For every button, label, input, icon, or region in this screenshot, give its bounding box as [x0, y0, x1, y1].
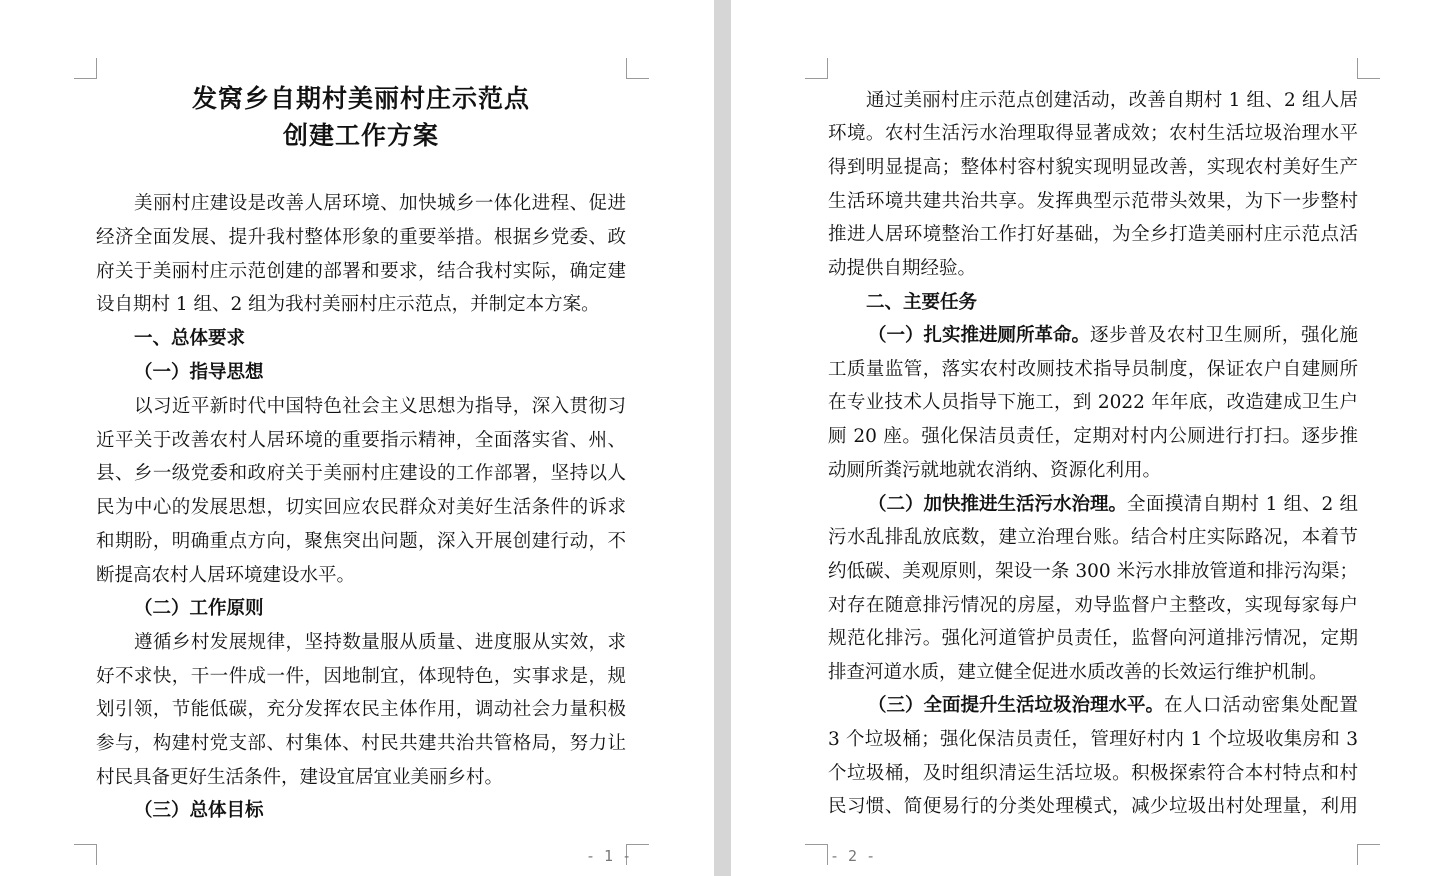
task-heading: （三）全面提升生活垃圾治理水平。 — [868, 695, 1165, 716]
crop-mark-bottom-left — [805, 844, 828, 865]
paragraph-line: 环境。农村生活污水治理取得显著成效；农村生活垃圾治理水平 — [828, 123, 1358, 144]
paragraph-line: 近平关于改善农村人居环境的重要指示精神，全面落实省、州、 — [96, 430, 626, 451]
task-heading: （一）扎实推进厕所革命。 — [868, 325, 1091, 346]
paragraph-line: 县、乡一级党委和政府关于美丽村庄建设的工作部署，坚持以人 — [96, 463, 626, 484]
paragraph-line: 工质量监管，落实农村改厕技术指导员制度，保证农户自建厕所 — [828, 359, 1358, 380]
paragraph-line: 和期盼，明确重点方向，聚焦突出问题，深入开展创建行动，不 — [96, 531, 626, 552]
paragraph-line: 设自期村 1 组、2 组为我村美丽村庄示范点，并制定本方案。 — [96, 294, 600, 315]
paragraph-line: 划引领，节能低碳，充分发挥农民主体作用，调动社会力量积极 — [96, 699, 626, 720]
section-heading: 二、主要任务 — [866, 292, 978, 313]
task-text: 全面摸清自期村 1 组、2 组 — [1127, 494, 1358, 515]
paragraph-line: 好不求快，干一件成一件，因地制宜，体现特色，实事求是，规 — [96, 666, 626, 687]
paragraph-line: 以习近平新时代中国特色社会主义思想为指导，深入贯彻习 — [134, 396, 626, 417]
crop-mark-bottom-right — [1357, 844, 1380, 865]
paragraph-line: 通过美丽村庄示范点创建活动，改善自期村 1 组、2 组人居 — [866, 90, 1358, 111]
paragraph-line: 动提供自期经验。 — [828, 258, 977, 279]
document-title-line-2: 创建工作方案 — [282, 121, 439, 150]
crop-mark-top-right — [626, 58, 649, 79]
paragraph-line: 个垃圾桶，及时组织清运生活垃圾。积极探索符合本村特点和村 — [828, 763, 1358, 784]
paragraph-line: 在专业技术人员指导下施工，到 2022 年年底，改造建成卫生户 — [828, 392, 1358, 413]
page-number: - 1 - — [586, 847, 632, 865]
paragraph-line — [828, 493, 1358, 517]
paragraph-line: 对存在随意排污情况的房屋，劝导监督户主整改，实现每家每户 — [828, 595, 1358, 616]
paragraph-line — [828, 324, 1358, 348]
subsection-heading: （二）工作原则 — [134, 598, 264, 619]
paragraph-line: 3 个垃圾桶；强化保洁员责任，管理好村内 1 个垃圾收集房和 3 — [828, 729, 1358, 750]
paragraph-line: 民习惯、简便易行的分类处理模式，减少垃圾出村处理量，利用 — [828, 796, 1358, 817]
paragraph-line: 生活环境共建共治共享。发挥典型示范带头效果，为下一步整村 — [828, 191, 1358, 212]
paragraph-line: 规范化排污。强化河道管护员责任，监督向河道排污情况，定期 — [828, 628, 1358, 649]
paragraph-line: 民为中心的发展思想，切实回应农民群众对美好生活条件的诉求 — [96, 497, 626, 518]
page-number: - 2 - — [830, 847, 876, 865]
paragraph-line: 断提高农村人居环境建设水平。 — [96, 565, 356, 586]
paragraph-line: 约低碳、美观原则，架设一条 300 米污水排放管道和排污沟渠； — [828, 561, 1358, 582]
task-heading: （二）加快推进生活污水治理。 — [868, 494, 1128, 515]
crop-mark-top-left — [805, 58, 828, 79]
paragraph-line: 动厕所粪污就地就农消纳、资源化利用。 — [828, 460, 1162, 481]
paragraph-line: 参与，构建村党支部、村集体、村民共建共治共管格局，努力让 — [96, 733, 626, 754]
document-title-line-1: 发窝乡自期村美丽村庄示范点 — [191, 84, 530, 113]
paragraph-line: 厕 20 座。强化保洁员责任，定期对村内公厕进行打扫。逐步推 — [828, 426, 1358, 447]
paragraph-line: 府关于美丽村庄示范创建的部署和要求，结合我村实际，确定建 — [96, 261, 626, 282]
crop-mark-top-right — [1357, 58, 1380, 79]
paragraph-line: 污水乱排乱放底数，建立治理台账。结合村庄实际路况，本着节 — [828, 527, 1358, 548]
paragraph-line: 村民具备更好生活条件，建设宜居宜业美丽乡村。 — [96, 767, 504, 788]
paragraph-line: 美丽村庄建设是改善人居环境、加快城乡一体化进程、促进 — [134, 193, 626, 214]
paragraph-line: 得到明显提高；整体村容村貌实现明显改善，实现农村美好生产 — [828, 157, 1358, 178]
task-text: 逐步普及农村卫生厕所，强化施 — [1090, 325, 1358, 346]
paragraph-line: 遵循乡村发展规律，坚持数量服从质量、进度服从实效，求 — [134, 632, 626, 653]
subsection-heading: （一）指导思想 — [134, 362, 264, 383]
task-text: 在人口活动密集处配置 — [1164, 695, 1358, 716]
paragraph-line: 排查河道水质，建立健全促进水质改善的长效运行维护机制。 — [828, 662, 1328, 683]
paragraph-line: 推进人居环境整治工作打好基础，为全乡打造美丽村庄示范点活 — [828, 224, 1358, 245]
paragraph-line — [828, 694, 1358, 718]
subsection-heading: （三）总体目标 — [134, 800, 264, 821]
section-heading: 一、总体要求 — [134, 328, 246, 349]
crop-mark-top-left — [74, 58, 97, 79]
crop-mark-bottom-left — [74, 844, 97, 865]
page-gutter — [714, 0, 731, 876]
paragraph-line: 经济全面发展、提升我村整体形象的重要举措。根据乡党委、政 — [96, 227, 626, 248]
